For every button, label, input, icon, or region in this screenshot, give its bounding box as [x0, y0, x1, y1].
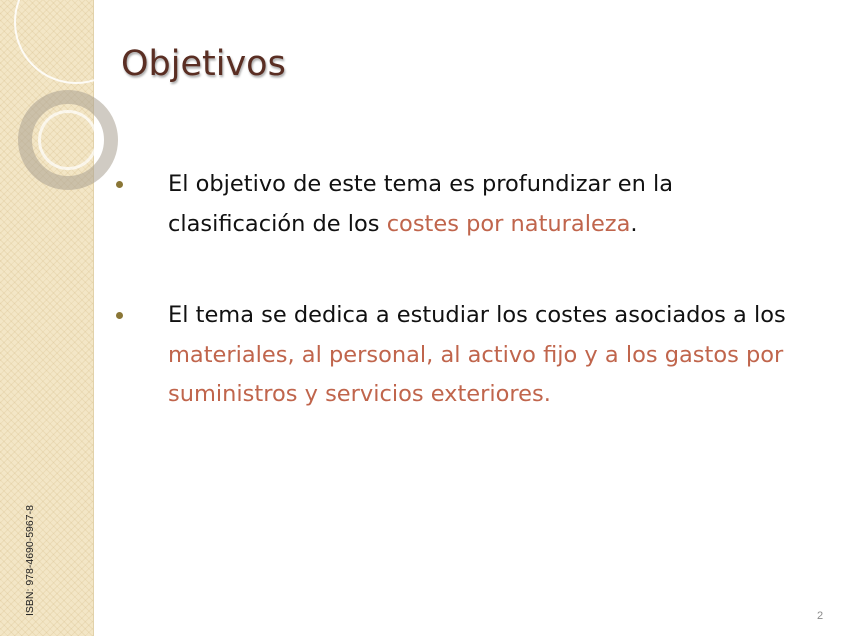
bullet-list	[113, 165, 803, 467]
bullet-text-highlight: costes por naturaleza	[386, 210, 631, 237]
bullet-text	[168, 302, 786, 407]
isbn-label: ISBN: 978-4690-5967-8	[24, 505, 36, 616]
slide-title: Objetivos	[121, 44, 286, 84]
page-number: 2	[817, 610, 824, 622]
bullet-item	[113, 296, 803, 415]
bullet-text-highlight: materiales, al personal, al activo fijo y a los gastos por suministros y servicios exteriores.	[168, 341, 784, 407]
decorative-rings	[0, 0, 130, 230]
bullet-text-plain: El objetivo de este tema es profundizar en la clasificación de los	[168, 171, 674, 237]
bullet-dot-icon	[116, 312, 123, 319]
bullet-item	[113, 165, 803, 244]
decorative-side-panel	[0, 0, 94, 636]
bullet-text	[168, 171, 673, 237]
decorative-ring-top	[14, 0, 130, 84]
bullet-text-trailing: .	[630, 210, 638, 237]
bullet-dot-icon	[116, 181, 123, 188]
decorative-ring-inner	[38, 110, 98, 170]
bullet-text-plain: El tema se dedica a estudiar los costes asociados a los	[168, 302, 786, 328]
